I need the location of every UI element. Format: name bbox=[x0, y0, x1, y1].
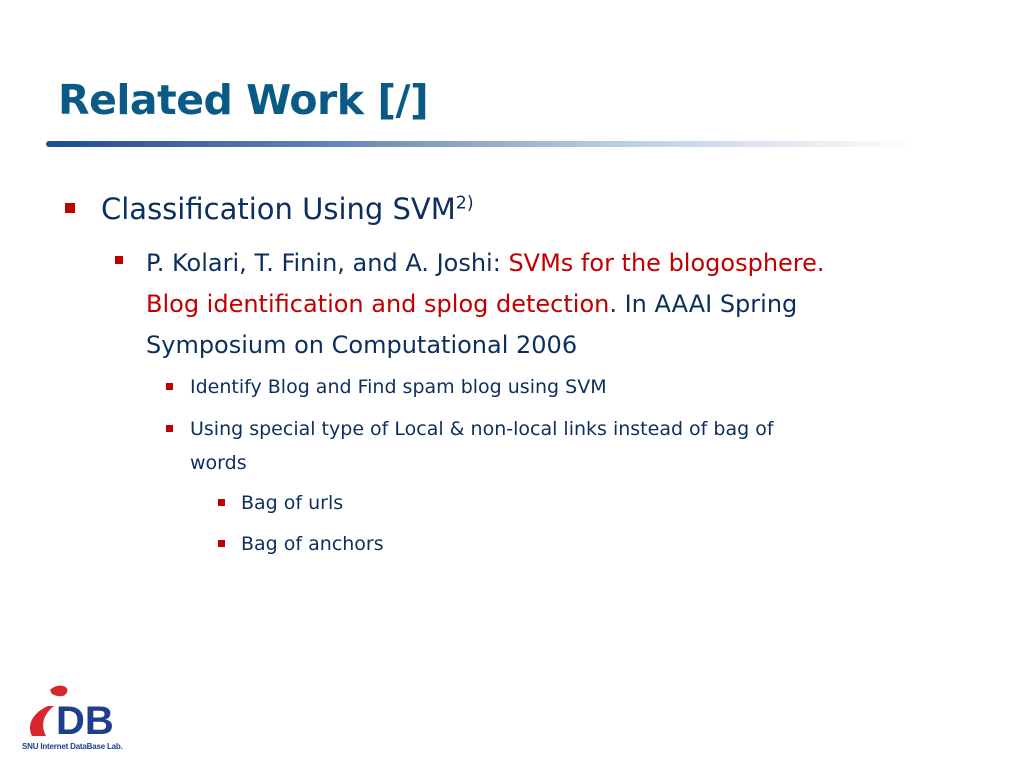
bullet-level4 bbox=[218, 540, 225, 547]
slide-title: Related Work [/] bbox=[58, 76, 429, 124]
bullet-level1 bbox=[65, 203, 75, 213]
bullet-level3 bbox=[166, 425, 173, 432]
point-2-line-1: Using special type of Local & non-local links instead of bag of bbox=[190, 418, 774, 440]
reference-line-1 bbox=[146, 247, 825, 279]
heading-text: Classification Using SVM bbox=[101, 192, 456, 226]
subpoint-1: Bag of urls bbox=[241, 492, 344, 514]
reference-authors: P. Kolari, T. Finin, and A. Joshi: bbox=[146, 249, 509, 277]
point-2-line-2: words bbox=[190, 452, 247, 474]
idb-logo bbox=[22, 684, 130, 754]
reference-line-3 bbox=[146, 329, 577, 361]
logo-mark-text: DB bbox=[56, 699, 114, 742]
bullet-level4 bbox=[218, 499, 225, 506]
title-underline bbox=[46, 141, 918, 147]
logo-caption: SNU Internet DataBase Lab. bbox=[22, 742, 123, 751]
bullet-level3 bbox=[166, 383, 173, 390]
point-1: Identify Blog and Find spam blog using SVM bbox=[190, 376, 607, 398]
heading-line bbox=[101, 191, 474, 227]
reference-line-2 bbox=[146, 288, 797, 320]
reference-title-1: SVMs for the blogosphere. bbox=[508, 249, 825, 277]
idb-logo-icon bbox=[22, 684, 130, 742]
subpoint-2: Bag of anchors bbox=[241, 533, 384, 555]
reference-venue-2: . In AAAI Spring bbox=[609, 290, 798, 318]
heading-footnote: 2) bbox=[455, 193, 474, 214]
reference-venue-3: Symposium on Computational 2006 bbox=[146, 331, 578, 359]
reference-title-2: Blog identification and splog detection bbox=[146, 290, 610, 318]
bullet-level2 bbox=[115, 256, 123, 264]
